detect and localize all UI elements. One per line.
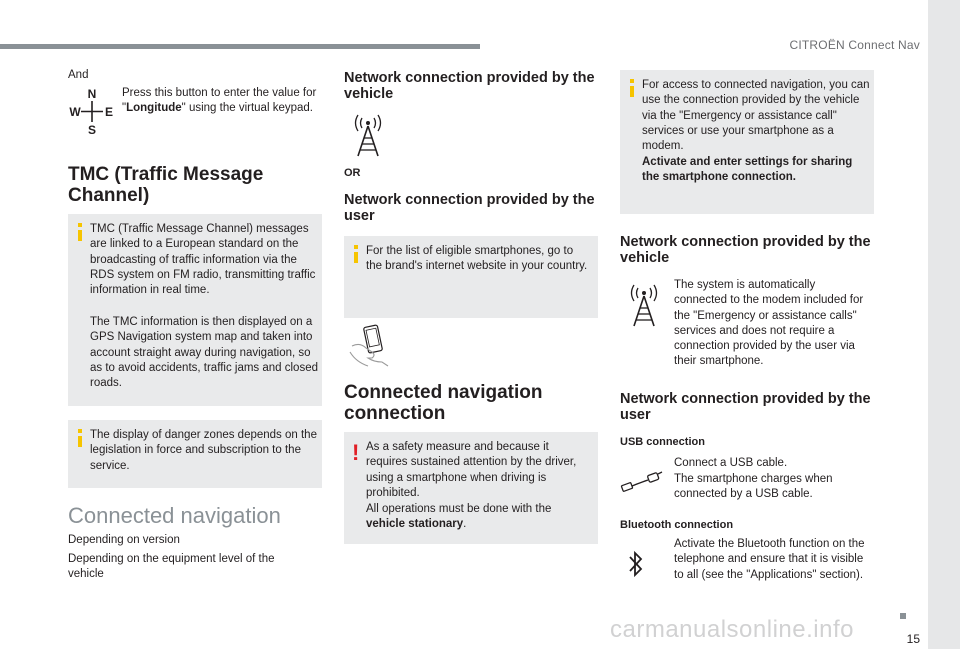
longitude-instruction: [122, 86, 318, 117]
and-label: And: [68, 69, 89, 81]
safety-text-2-bold: vehicle stationary: [366, 518, 464, 531]
or-label: OR: [344, 167, 361, 179]
safety-text-2-after: .: [463, 518, 467, 531]
safety-text-2-before: All operations must be done with the: [366, 503, 552, 515]
compass-s: S: [87, 123, 97, 136]
net-user-heading-2: Network connection provided by the user: [620, 391, 871, 423]
smartphones-info-text: For the list of eligible smartphones, go to the brand's internet website in your country.: [366, 245, 588, 273]
antenna-icon: [626, 282, 662, 328]
page-edge-tab: [928, 0, 960, 649]
danger-info-text: The display of danger zones depends on the legislation in force and subscription to the service.: [90, 429, 317, 472]
compass-n: N: [87, 87, 97, 101]
usb-text-1: Connect a USB cable.: [674, 457, 788, 469]
usb-cable-icon: [620, 466, 664, 498]
page-number: 15: [906, 632, 920, 646]
danger-info-box: [68, 420, 322, 488]
info-icon: [78, 230, 82, 241]
info-icon: [354, 252, 358, 263]
access-info-bold: Activate and enter settings for sharing the smartphone connection.: [642, 156, 853, 184]
safety-warning-box: [344, 432, 598, 544]
safety-text: As a safety measure and because it requires sustained attention by the driver, using a smartphone when driving is prohibited.: [366, 441, 577, 499]
smartphone-hand-icon: [346, 322, 390, 368]
net-vehicle-heading-2: Network connection provided by the vehicle: [620, 234, 871, 266]
net-vehicle-heading: Network connection provided by the vehicle: [344, 70, 595, 102]
safety-text-2: [366, 502, 592, 533]
warning-icon: !: [352, 440, 360, 465]
antenna-icon: [350, 112, 386, 158]
tmc-heading: TMC (Traffic Message Channel): [68, 164, 264, 206]
depending-version: Depending on version: [68, 534, 180, 546]
tmc-info-text-2: The TMC information is then displayed on a GPS Navigation system map and taken into account straight away during navigation, so as to avoid accidents, traffic jams and closed roads.: [90, 316, 318, 390]
bluetooth-icon: [626, 548, 646, 580]
access-info-box: [620, 70, 874, 214]
cn-connection-heading: Connected navigation connection: [344, 382, 543, 424]
connected-navigation-heading: Connected navigation: [68, 503, 281, 528]
tmc-info-text: TMC (Traffic Message Channel) messages are linked to a European standard on the broadcasting of traffic information via the RDS system on FM radio, transmitting traffic information in real time.: [90, 223, 316, 297]
smartphones-info-box: [344, 236, 598, 318]
bluetooth-connection-label: Bluetooth connection: [620, 519, 734, 531]
header-rule: [0, 44, 480, 49]
system-connected-text: The system is automatically connected to the modem included for the "Emergency or assistance calls" services and does not require a connection provided by the user via their smartphone.: [674, 279, 864, 368]
access-info-text: For access to connected navigation, you can use the connection provided by the vehicle via the "Emergency or assistance call" services or use your smartphone as a modem.: [642, 79, 870, 153]
bluetooth-text: Activate the Bluetooth function on the telephone and ensure that it is visible to all (see the "Applications" section).: [674, 538, 865, 581]
tmc-info-box: [68, 214, 322, 406]
compass-icon: [68, 86, 116, 136]
longitude-text-after: " using the virtual keypad.: [181, 102, 313, 115]
watermark: carmanualsonline.info: [610, 616, 854, 643]
page-end-marker: [900, 613, 906, 619]
usb-text-2: The smartphone charges when connected by a USB cable.: [674, 473, 833, 501]
longitude-text-before: Press this button to enter the value for ": [122, 87, 317, 115]
info-icon: [78, 436, 82, 447]
usb-connection-label: USB connection: [620, 436, 705, 448]
compass-e: E: [104, 105, 114, 119]
longitude-bold: Longitude: [126, 102, 182, 115]
info-icon: [630, 86, 634, 97]
compass-w: W: [69, 105, 81, 119]
running-header: CITROËN Connect Nav: [789, 38, 920, 52]
net-user-heading: Network connection provided by the user: [344, 192, 595, 224]
depending-equipment: Depending on the equipment level of the vehicle: [68, 553, 275, 581]
